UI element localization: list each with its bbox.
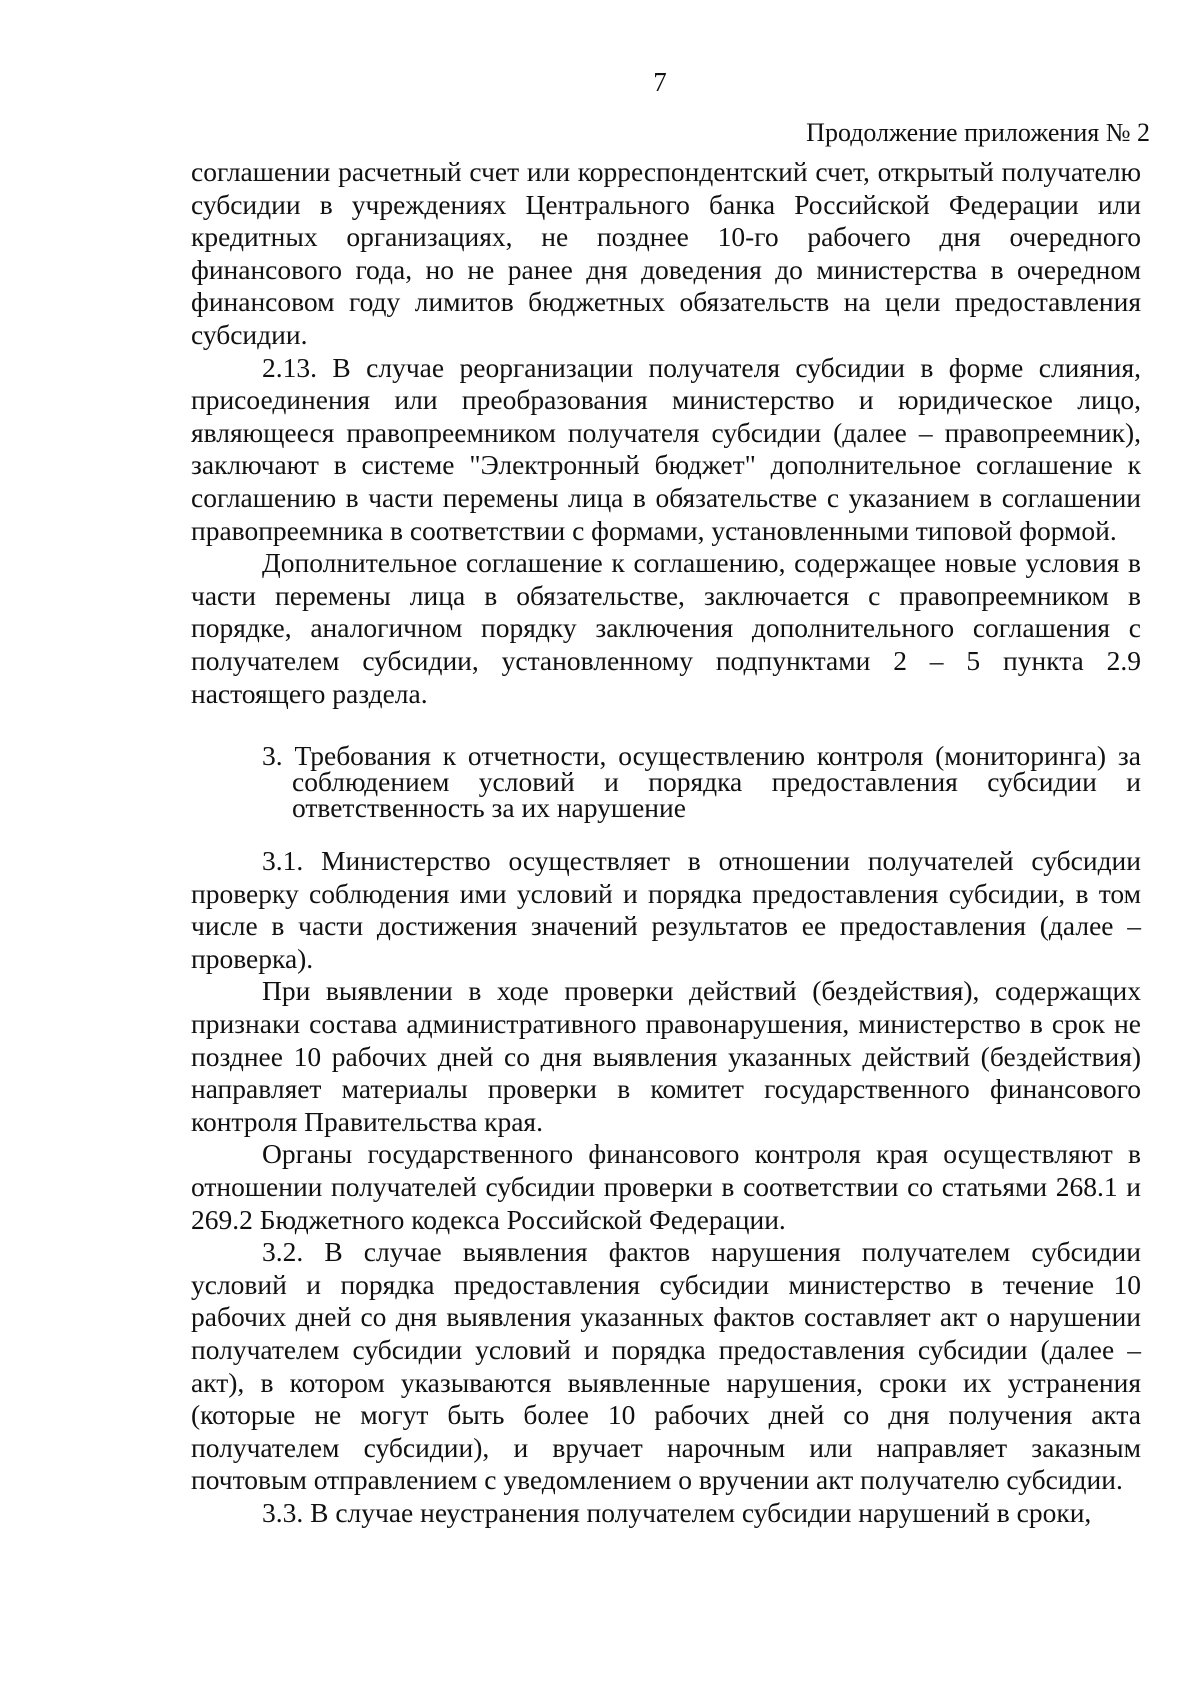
document-body [191, 156, 1141, 1530]
paragraph-continued: соглашении расчетный счет или корреспондентский счет, открытый получателю субсидии в учреждениях Центрального банка Российской Федерации или кредитных организациях, не позднее 10-го рабочего дня очередного финансового года, но не ранее дня доведения до министерства в очередном финансовом году лимитов бюджетных обязательств на цели предоставления субсидии. [191, 156, 1141, 350]
paragraph-financial-control: Органы государственного финансового контроля края осуществляют в отношении получателей субсидии проверки в соответствии со статьями 268.1 и 269.2 Бюджетного кодекса Российской Федерации. [191, 1138, 1141, 1235]
section-3-heading: 3. Требования к отчетности, осуществлению контроля (мониторинга) за соблюдением условий и порядка предоставления субсидии и ответственность за их нарушение [262, 740, 1141, 824]
paragraph-2-13: 2.13. В случае реорганизации получателя субсидии в форме слияния, присоединения или преобразования министерство и юридическое лицо, являющееся правопреемником получателя субсидии (далее – правопреемник), заключают в системе "Электронный бюджет" дополнительное соглашение к соглашению в части перемены лица в обязательстве с указанием в соглашении правопреемника в соответствии с формами, установленными типовой формой. [191, 351, 1141, 546]
paragraph-additional-agreement: Дополнительное соглашение к соглашению, содержащее новые условия в части перемены лица в обязательстве, заключается с правопреемником в порядке, аналогичном порядку заключения дополнительного соглашения с получателем субсидии, установленному подпунктами 2 – 5 пункта 2.9 настоящего раздела. [191, 547, 1141, 709]
paragraph-3-1: 3.1. Министерство осуществляет в отношении получателей субсидии проверку соблюдения ими условий и порядка предоставления субсидии, в том числе в части достижения значений результатов ее предоставления (далее – проверка). [191, 845, 1141, 974]
appendix-continuation-label: Продолжение приложения № 2 [806, 118, 1150, 147]
paragraph-violation-detection: При выявлении в ходе проверки действий (бездействия), содержащих признаки состава административного правонарушения, министерство в срок не позднее 10 рабочих дней со дня выявления указанных действий (бездействия) направляет материалы проверки в комитет государственного финансового контроля Правительства края. [191, 975, 1141, 1137]
page-number: 7 [653, 67, 667, 97]
paragraph-3-3: 3.3. В случае неустранения получателем субсидии нарушений в сроки, [262, 1496, 1092, 1528]
paragraph-3-2: 3.2. В случае выявления фактов нарушения получателем субсидии условий и порядка предоставления субсидии министерство в течение 10 рабочих дней со дня выявления указанных фактов составляет акт о нарушении получателем субсидии условий и порядка предоставления субсидии (далее – акт), в котором указываются выявленные нарушения, сроки их устранения (которые не могут быть более 10 рабочих дней со дня получения акта получателем субсидии), и вручает нарочным или направляет заказным почтовым отправлением с уведомлением о вручении акт получателю субсидии. [191, 1236, 1141, 1496]
